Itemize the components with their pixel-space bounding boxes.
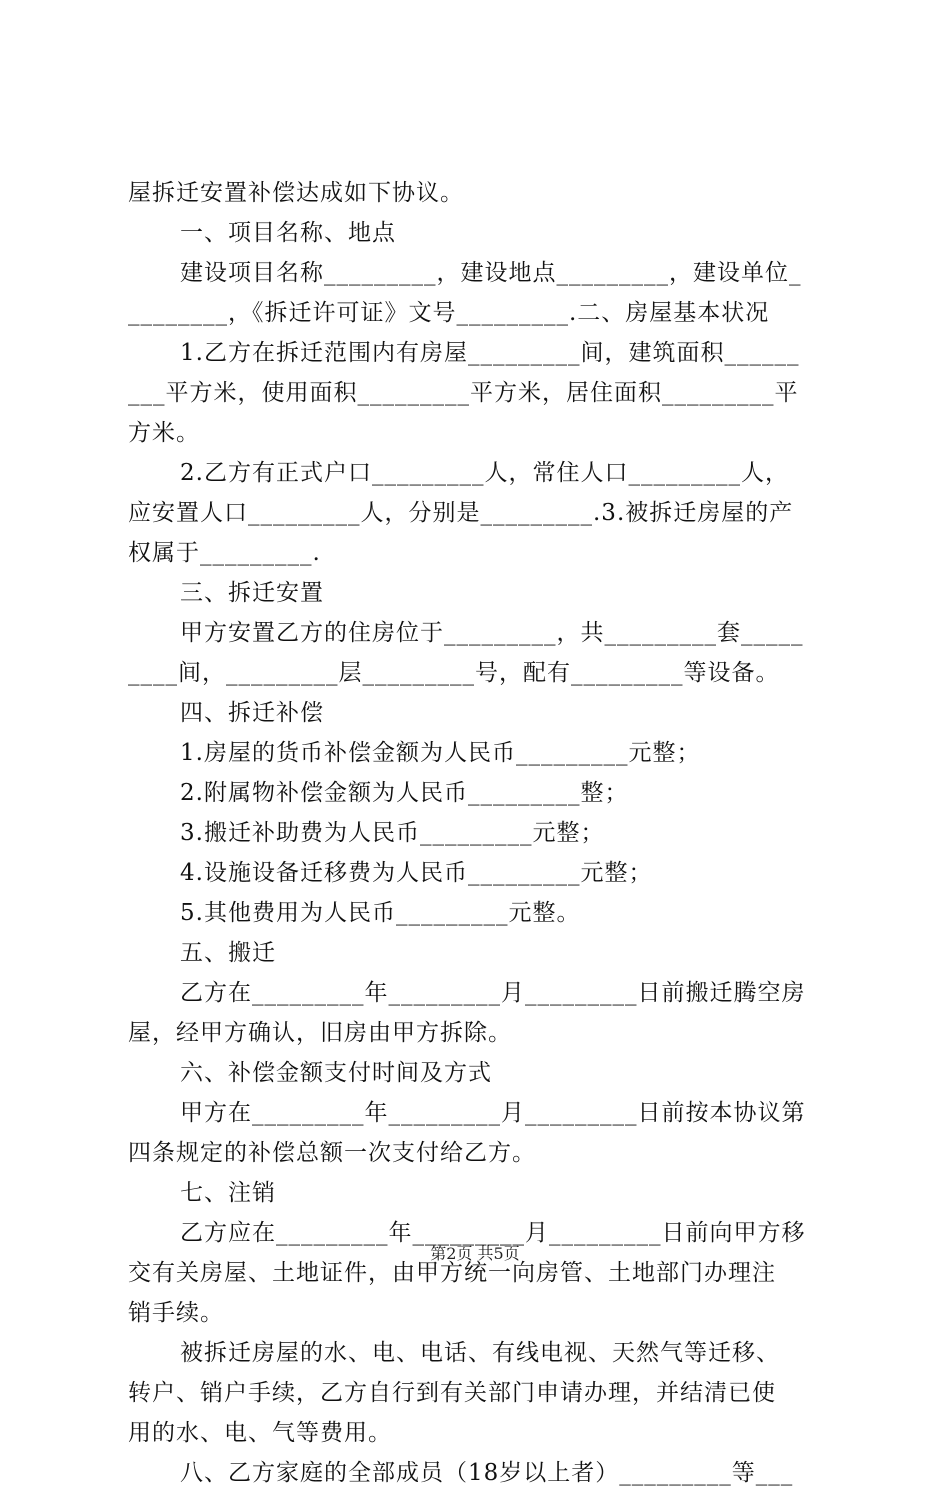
text-line: 屋拆迁安置补偿达成如下协议。 — [128, 180, 464, 206]
text-line: 转户、销户手续，乙方自行到有关部门申请办理，并结清已使 — [128, 1380, 776, 1406]
section-heading: 五、搬迁 — [180, 940, 276, 966]
text-line: 1.房屋的货币补偿金额为人民币_________元整； — [180, 740, 701, 766]
text-line: 甲方在_________年_________月_________日前按本协议第 — [180, 1100, 806, 1126]
text-line: 2.乙方有正式户口_________人，常住人口_________人， — [180, 460, 789, 486]
text-line: 1.乙方在拆迁范围内有房屋_________间，建筑面积______ — [180, 340, 800, 366]
text-line: 4.设施设备迁移费为人民币_________元整； — [180, 860, 653, 886]
text-line: 2.附属物补偿金额为人民币_________整； — [180, 780, 629, 806]
text-line: 方米。 — [128, 420, 200, 446]
text-line: 销手续。 — [128, 1300, 224, 1326]
section-heading: 一、项目名称、地点 — [180, 220, 396, 246]
text-line: 屋，经甲方确认，旧房由甲方拆除。 — [128, 1020, 512, 1046]
document-body — [128, 173, 834, 1493]
page-footer — [0, 1242, 950, 1266]
page-number-label: 第2页 共5页 — [430, 1244, 520, 1263]
text-line: 应安置人口_________人，分别是_________.3.被拆迁房屋的产 — [128, 500, 794, 526]
section-heading: 三、拆迁安置 — [180, 580, 324, 606]
text-line: ___平方米，使用面积_________平方米，居住面积_________平 — [128, 380, 799, 406]
text-line: 乙方应在_________年_________月_________日前向甲方移 — [180, 1220, 806, 1246]
text-line: 权属于_________. — [128, 540, 321, 566]
text-line: 四条规定的补偿总额一次支付给乙方。 — [128, 1140, 536, 1166]
section-heading: 七、注销 — [180, 1180, 276, 1206]
text-line: 5.其他费用为人民币_________元整。 — [180, 900, 581, 926]
section-heading: 八、乙方家庭的全部成员（18岁以上者）_________等___ — [180, 1460, 794, 1486]
text-line: 被拆迁房屋的水、电、电话、有线电视、天然气等迁移、 — [180, 1340, 780, 1366]
text-line: 乙方在_________年_________月_________日前搬迁腾空房 — [180, 980, 806, 1006]
text-line: ________，《拆迁许可证》文号_________.二、房屋基本状况 — [128, 300, 770, 326]
text-line: 甲方安置乙方的住房位于_________，共_________套_____ — [180, 620, 804, 646]
text-line: 3.搬迁补助费为人民币_________元整； — [180, 820, 605, 846]
text-line: 建设项目名称_________，建设地点_________，建设单位_ — [180, 260, 802, 286]
section-heading: 四、拆迁补偿 — [180, 700, 324, 726]
text-line: 用的水、电、气等费用。 — [128, 1420, 392, 1446]
section-heading: 六、补偿金额支付时间及方式 — [180, 1060, 492, 1086]
text-line: ____间，_________层_________号，配有_________等设备。 — [128, 660, 780, 686]
text-line: 交有关房屋、土地证件，由甲方统一向房管、土地部门办理注 — [128, 1260, 776, 1286]
